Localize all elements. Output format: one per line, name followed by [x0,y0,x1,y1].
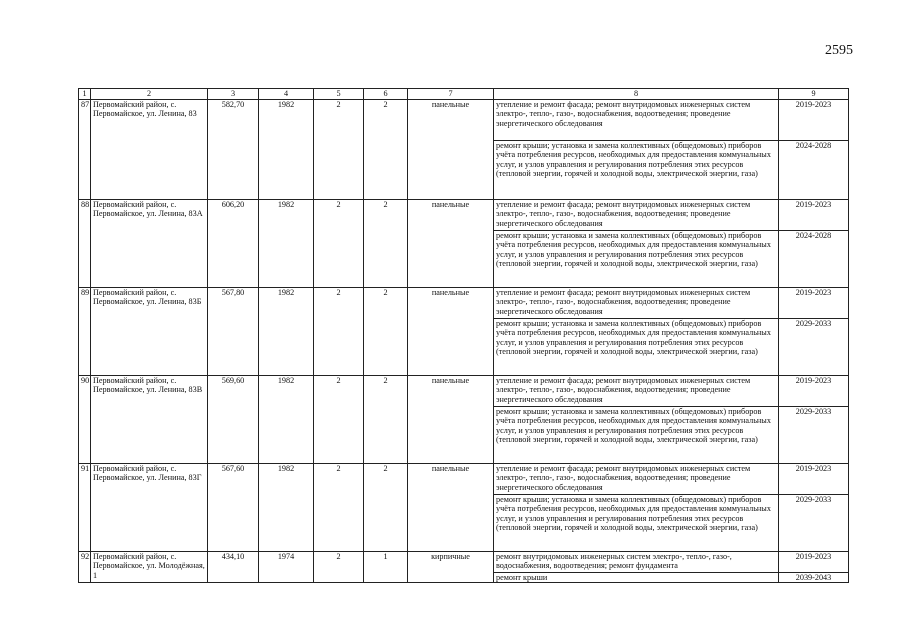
column-header: 4 [259,89,314,100]
entrances-count: 1 [364,551,408,583]
work-period: 2019-2023 [779,199,849,230]
building-address: Первомайский район, с. Первомайское, ул. Ленина, 83В [91,375,208,463]
work-period: 2039-2043 [779,572,849,583]
row-number: 90 [79,375,91,463]
building-area: 569,60 [208,375,259,463]
work-description: утепление и ремонт фасада; ремонт внутридомовых инженерных систем электро-, тепло-, газо-, водоснабжения, водоотведения; проведение энергетического обследования [494,99,779,140]
column-header: 1 [79,89,91,100]
work-description: ремонт крыши; установка и замена коллективных (общедомовых) приборов учёта потребления ресурсов, необходимых для предоставления коммунальных услуг, и узлов управления и регулирования потребления этих ресурсов (тепловой энергии, горячей и холодной воды, электрической энергии, газа) [494,494,779,551]
work-description: утепление и ремонт фасада; ремонт внутридомовых инженерных систем электро-, тепло-, газо-, водоснабжения, водоотведения; проведение энергетического обследования [494,375,779,406]
build-year: 1982 [259,199,314,287]
column-header: 2 [91,89,208,100]
work-period: 2019-2023 [779,375,849,406]
entrances-count: 2 [364,375,408,463]
column-header: 3 [208,89,259,100]
work-period: 2024-2028 [779,140,849,199]
build-year: 1982 [259,463,314,551]
build-year: 1982 [259,287,314,375]
wall-material: панельные [408,99,494,199]
building-address: Первомайский район, с. Первомайское, ул. Ленина, 83 [91,99,208,199]
row-number: 88 [79,199,91,287]
building-area: 582,70 [208,99,259,199]
table-row [79,463,849,494]
entrances-count: 2 [364,463,408,551]
building-address: Первомайский район, с. Первомайское, ул. Ленина, 83Б [91,287,208,375]
build-year: 1982 [259,375,314,463]
work-period: 2029-2033 [779,318,849,375]
work-period: 2019-2023 [779,287,849,318]
building-address: Первомайский район, с. Первомайское, ул. Молодёжная, 1 [91,551,208,583]
building-area: 567,60 [208,463,259,551]
work-period: 2029-2033 [779,406,849,463]
work-description: утепление и ремонт фасада; ремонт внутридомовых инженерных систем электро-, тепло-, газо-, водоснабжения, водоотведения; проведение энергетического обследования [494,463,779,494]
row-number: 91 [79,463,91,551]
row-number: 89 [79,287,91,375]
building-address: Первомайский район, с. Первомайское, ул. Ленина, 83Г [91,463,208,551]
building-area: 434,10 [208,551,259,583]
work-description: утепление и ремонт фасада; ремонт внутридомовых инженерных систем электро-, тепло-, газо-, водоснабжения, водоотведения; проведение энергетического обследования [494,287,779,318]
table-row [79,551,849,572]
work-description: ремонт крыши; установка и замена коллективных (общедомовых) приборов учёта потребления ресурсов, необходимых для предоставления коммунальных услуг, и узлов управления и регулирования потребления этих ресурсов (тепловой энергии, горячей и холодной воды, электрической энергии, газа) [494,406,779,463]
wall-material: кирпичные [408,551,494,583]
floors-count: 2 [314,463,364,551]
entrances-count: 2 [364,199,408,287]
column-header: 5 [314,89,364,100]
work-description: ремонт крыши; установка и замена коллективных (общедомовых) приборов учёта потребления ресурсов, необходимых для предоставления коммунальных услуг, и узлов управления и регулирования потребления этих ресурсов (тепловой энергии, горячей и холодной воды, электрической энергии, газа) [494,230,779,287]
row-number: 87 [79,99,91,199]
page-number: 2595 [825,43,853,58]
floors-count: 2 [314,99,364,199]
work-period: 2019-2023 [779,463,849,494]
column-header: 7 [408,89,494,100]
table-row [79,287,849,318]
work-period: 2029-2033 [779,494,849,551]
repair-program-table [78,88,849,583]
work-description: ремонт крыши; установка и замена коллективных (общедомовых) приборов учёта потребления ресурсов, необходимых для предоставления коммунальных услуг, и узлов управления и регулирования потребления этих ресурсов (тепловой энергии, горячей и холодной воды, электрической энергии, газа) [494,140,779,199]
work-description: утепление и ремонт фасада; ремонт внутридомовых инженерных систем электро-, тепло-, газо-, водоснабжения, водоотведения; проведение энергетического обследования [494,199,779,230]
build-year: 1974 [259,551,314,583]
column-header: 9 [779,89,849,100]
entrances-count: 2 [364,99,408,199]
building-area: 567,80 [208,287,259,375]
entrances-count: 2 [364,287,408,375]
table-row [79,199,849,230]
work-description: ремонт внутридомовых инженерных систем электро-, тепло-, газо-, водоснабжения, водоотведения; ремонт фундамента [494,551,779,572]
work-period: 2024-2028 [779,230,849,287]
column-header: 6 [364,89,408,100]
floors-count: 2 [314,287,364,375]
work-period: 2019-2023 [779,99,849,140]
wall-material: панельные [408,375,494,463]
table-row [79,99,849,140]
floors-count: 2 [314,375,364,463]
floors-count: 2 [314,551,364,583]
building-address: Первомайский район, с. Первомайское, ул. Ленина, 83А [91,199,208,287]
table-row [79,375,849,406]
column-number-row [79,89,849,100]
building-area: 606,20 [208,199,259,287]
wall-material: панельные [408,463,494,551]
floors-count: 2 [314,199,364,287]
build-year: 1982 [259,99,314,199]
wall-material: панельные [408,199,494,287]
row-number: 92 [79,551,91,583]
column-header: 8 [494,89,779,100]
work-description: ремонт крыши [494,572,779,583]
wall-material: панельные [408,287,494,375]
work-description: ремонт крыши; установка и замена коллективных (общедомовых) приборов учёта потребления ресурсов, необходимых для предоставления коммунальных услуг, и узлов управления и регулирования потребления этих ресурсов (тепловой энергии, горячей и холодной воды, электрической энергии, газа) [494,318,779,375]
work-period: 2019-2023 [779,551,849,572]
